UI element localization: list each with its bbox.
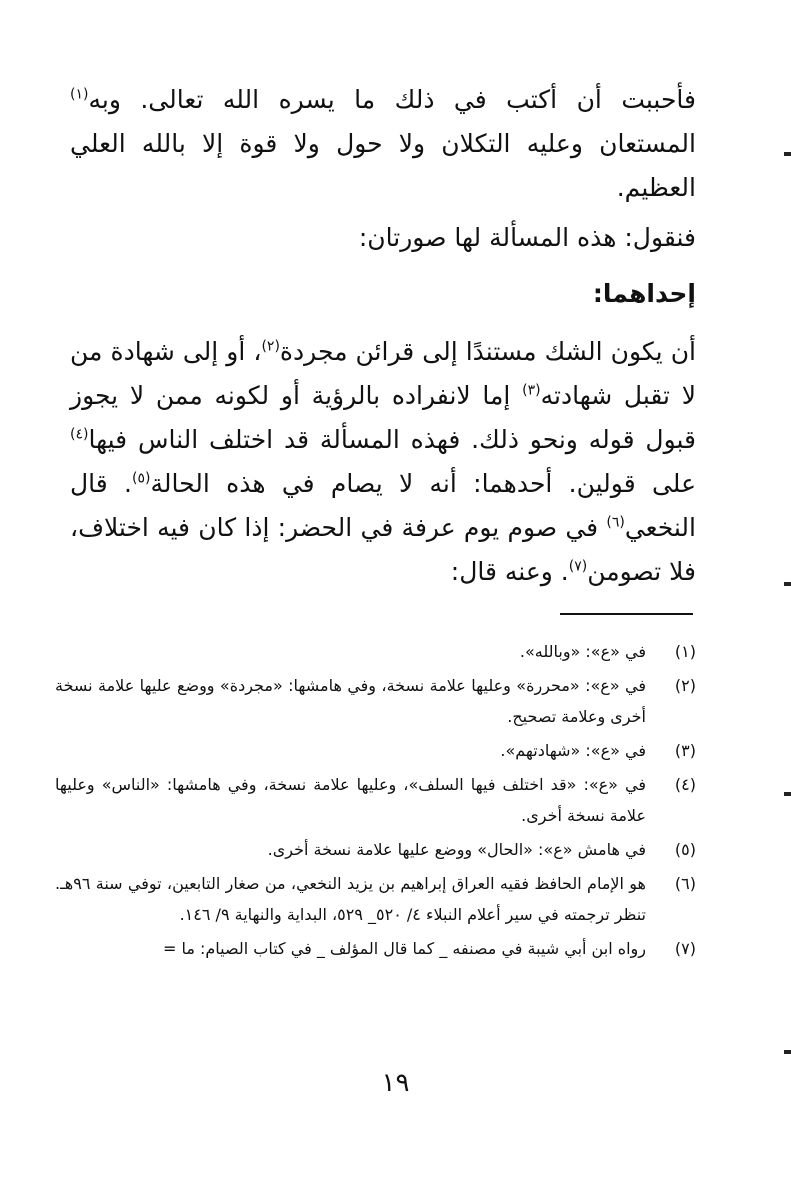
page-number: ١٩ <box>381 1068 410 1098</box>
footnote-number: (٤) <box>674 775 696 794</box>
footnote-text: هو الإمام الحافظ فقيه العراق إبراهيم بن يزيد النخعي، من صغار التابعين، توفي سنة ٩٦هـ. تنظر ترجمته في سير أعلام النبلاء ٤/ ٥٢٠_ ٥٢٩، البداية والنهاية ٩/ ١٤٦. <box>55 874 646 924</box>
text-run-g: . وعنه قال: <box>450 557 569 586</box>
scan-mark <box>784 1050 791 1054</box>
footnote-ref-5: (٥) <box>132 470 151 487</box>
main-paragraph <box>70 330 696 594</box>
opening-paragraph <box>70 78 696 210</box>
footnote-item <box>55 670 696 732</box>
footnote-item <box>55 636 696 667</box>
scan-mark <box>784 582 791 586</box>
scan-mark <box>784 792 791 796</box>
footnotes <box>55 636 696 967</box>
footnote-number: (١) <box>674 642 696 661</box>
footnote-text: في «ع»: «قد اختلف فيها السلف»، وعليها علامة نسخة، وفي هامشها: «الناس» وعليها علامة نسخة أخرى. <box>55 775 646 825</box>
footnote-text: في «ع»: «محررة» وعليها علامة نسخة، وفي هامشها: «مجردة» ووضع عليها علامة نسخة أخرى وعلامة تصحيح. <box>55 676 646 726</box>
text-run-a: أن يكون الشك مستندًا إلى قرائن مجردة <box>279 337 697 366</box>
text-run-d: على قولين. أحدهما: أنه لا يصام في هذه الحالة <box>150 469 696 498</box>
footnote-text: في هامش «ع»: «الحال» ووضع عليها علامة نسخة أخرى. <box>267 840 646 859</box>
footnote-number: (٣) <box>674 741 696 760</box>
text-run-c: إما لانفراده بالرؤية أو لكونه ممن لا يجوز قبول قوله ونحو ذلك. فهذه المسألة قد اختلف الناس فيها <box>70 381 696 454</box>
footnote-number: (٧) <box>674 939 696 958</box>
footnote-ref-6: (٦) <box>606 514 625 531</box>
opening-text-cont: المستعان وعليه التكلان ولا حول ولا قوة إلا بالله العلي العظيم. <box>70 129 696 202</box>
scan-mark <box>784 152 791 156</box>
footnote-text: رواه ابن أبي شيبة في مصنفه _ كما قال المؤلف _ في كتاب الصيام: ما = <box>162 939 646 958</box>
footnote-item <box>55 834 696 865</box>
footnote-separator <box>560 613 693 615</box>
footnote-ref-4: (٤) <box>70 426 89 443</box>
footnote-ref-2: (٢) <box>261 338 280 355</box>
footnote-item <box>55 933 696 964</box>
footnote-ref-1: (١) <box>70 86 89 103</box>
footnote-item <box>55 769 696 831</box>
footnote-item <box>55 868 696 930</box>
footnote-number: (٦) <box>674 874 696 893</box>
text-run-e: . قال النخعي <box>70 469 696 542</box>
footnote-text: في «ع»: «شهادتهم». <box>500 741 646 760</box>
footnote-number: (٢) <box>674 676 696 695</box>
section-heading: إحداهما: <box>592 279 696 308</box>
footnote-ref-7: (٧) <box>568 558 588 575</box>
main-text <box>70 78 696 594</box>
footnote-text: في «ع»: «وبالله». <box>519 642 646 661</box>
text-run-b: ، أو إلى شهادة من لا تقبل شهادته <box>70 337 696 410</box>
text-run-f: في صوم يوم عرفة في الحضر: إذا كان فيه اختلاف، فلا تصومن <box>70 513 696 586</box>
footnote-number: (٥) <box>674 840 696 859</box>
footnote-item <box>55 735 696 766</box>
opening-text: فأحببت أن أكتب في ذلك ما يسره الله تعالى. وبه <box>88 85 696 114</box>
footnote-ref-3: (٣) <box>522 382 541 399</box>
intro-line: فنقول: هذه المسألة لها صورتان: <box>358 223 696 252</box>
